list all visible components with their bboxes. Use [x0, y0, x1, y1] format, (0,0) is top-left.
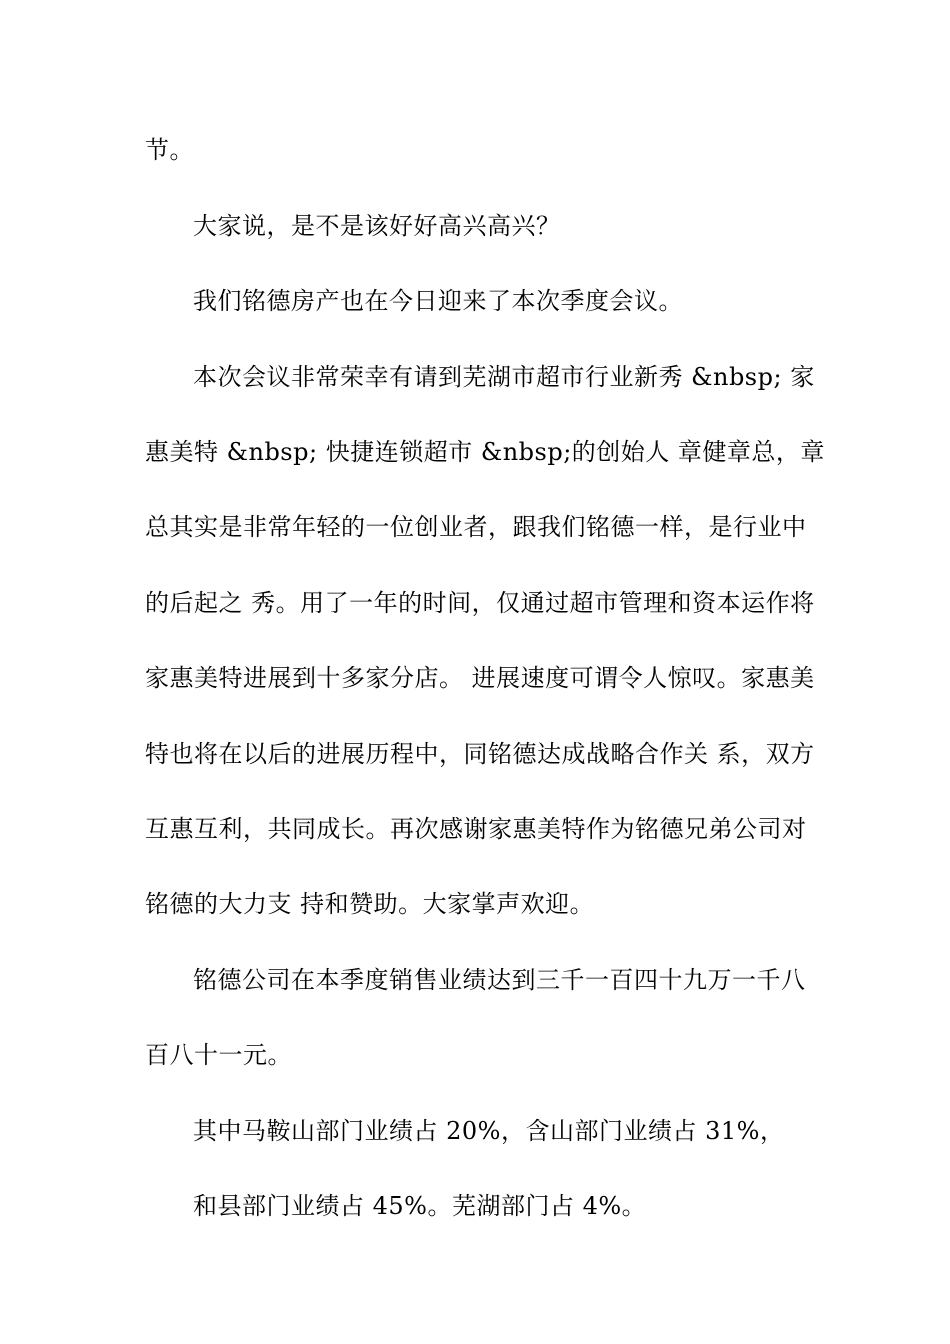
paragraph-guest-line-2: 惠美特 &nbsp; 快捷连锁超市 &nbsp;的创始人 章健章总，章: [145, 438, 825, 466]
paragraph-guest-line-1: 本次会议非常荣幸有请到芜湖市超市行业新秀 &nbsp; 家: [193, 363, 815, 391]
paragraph-guest-line-8: 铭德的大力支 持和赞助。大家掌声欢迎。: [145, 890, 595, 918]
paragraph-sales-line-2: 百八十一元。: [145, 1041, 292, 1069]
paragraph-guest-line-7: 互惠互利，共同成长。再次感谢家惠美特作为铭德兄弟公司对: [145, 815, 807, 843]
paragraph-guest-line-5: 家惠美特进展到十多家分店。 进展速度可谓令人惊叹。家惠美: [145, 664, 815, 692]
text-line-continuation: 节。: [145, 136, 194, 164]
paragraph-guest-line-6: 特也将在以后的进展历程中，同铭德达成战略合作关 系，双方: [145, 740, 815, 768]
paragraph-meeting: 我们铭德房产也在今日迎来了本次季度会议。: [193, 287, 683, 315]
paragraph-guest-line-4: 的后起之 秀。用了一年的时间，仅通过超市管理和资本运作将: [145, 589, 815, 617]
paragraph-sales-line-1: 铭德公司在本季度销售业绩达到三千一百四十九万一千八: [193, 966, 806, 994]
paragraph-departments-line-2: 和县部门业绩占 45%。芜湖部门占 4%。: [193, 1192, 647, 1220]
paragraph-question: 大家说，是不是该好好高兴高兴？: [193, 212, 561, 240]
paragraph-guest-line-3: 总其实是非常年轻的一位创业者，跟我们铭德一样，是行业中: [145, 513, 807, 541]
paragraph-departments-line-1: 其中马鞍山部门业绩占 20%，含山部门业绩占 31%，: [193, 1117, 785, 1145]
